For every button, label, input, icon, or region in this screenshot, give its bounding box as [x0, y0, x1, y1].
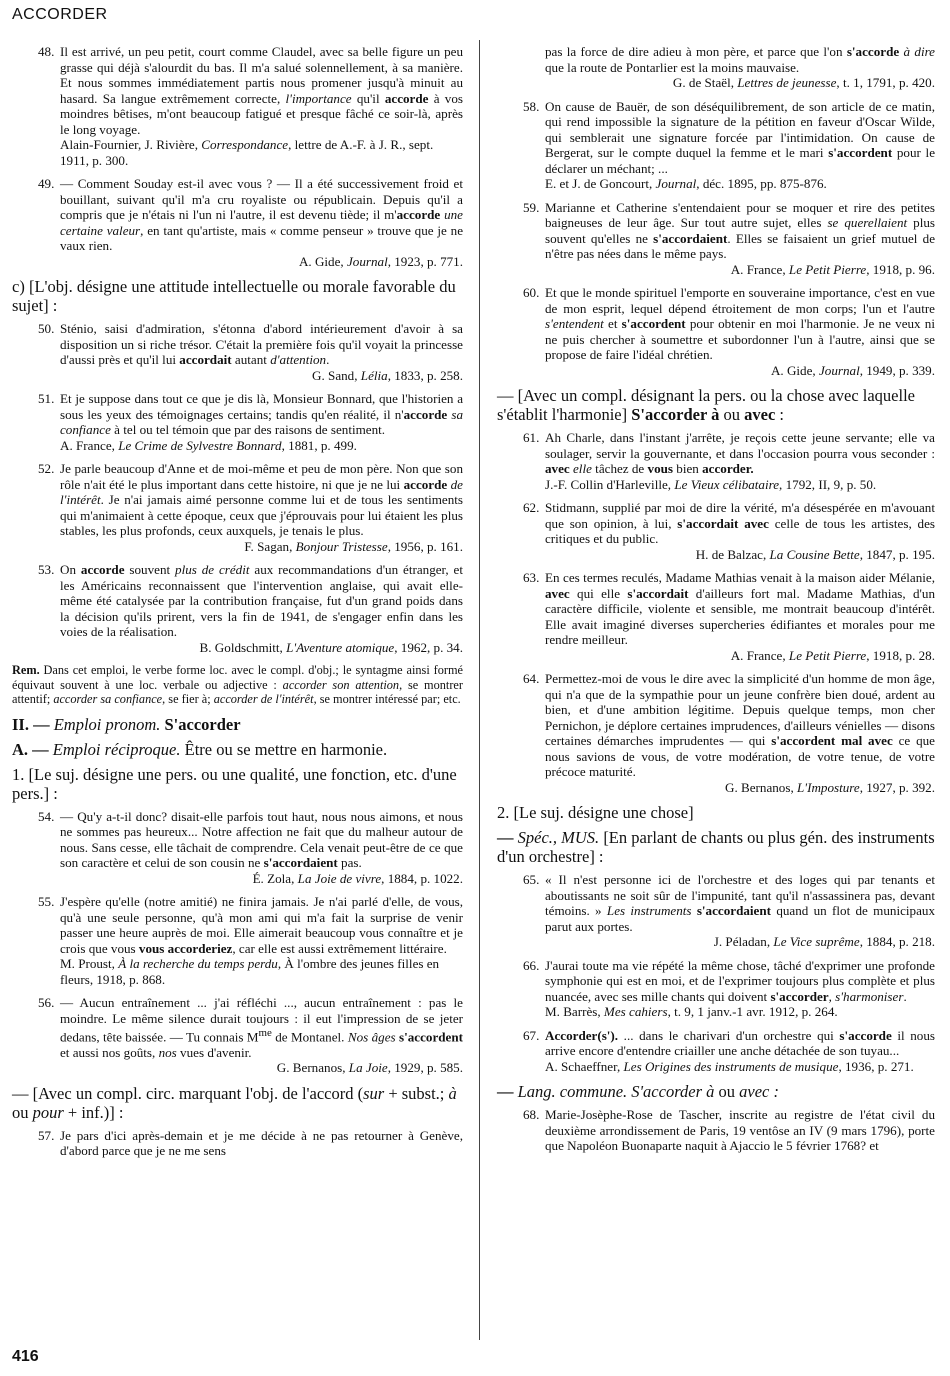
right-column	[497, 44, 935, 1162]
source-citation: G. Bernanos, L'Imposture, 1927, p. 392.	[724, 779, 935, 795]
example-67: 67. Accorder(s'). ... dans le charivari d'un orchestre qui s'accorde il nous arrive encore d'entendre criailler une anche détachée de son tuyau... A. Schaeffner, Les Origines des instruments de musique, 1936, p. 271.	[523, 1027, 935, 1074]
section-heading-spec: — Spéc., MUS. [En parlant de chants ou plus gén. des instruments d'un orchestre] :	[497, 828, 935, 866]
source-citation: Alain-Fournier, J. Rivière, Correspondance, lettre de A.-F. à J. R., sept. 1911, p. 300.	[60, 137, 434, 168]
example-57-continued: pas la force de dire adieu à mon père, et parce que l'on s'accorde à dire que la route de Pontarlier est la moins mauvaise. G. de Staël, Lettres de jeunesse, t. 1, 1791, p. 420.	[545, 44, 935, 90]
example-59: 59. Marianne et Catherine s'entendaient pour se moquer et rire des petites baigneuses de leur âge. Sur tout autre sujet, elles se querellaient plus souvent qu'elles ne s'accordaient. Elles se faisaient un grief mutuel de n'être pas nées dans le même pays. A. France, Le Petit Pierre, 1918, p. 96.	[523, 199, 936, 277]
section-heading-A: A. — Emploi réciproque. Être ou se mettre en harmonie.	[12, 739, 388, 759]
source-citation: A. France, Le Petit Pierre, 1918, p. 28.	[730, 647, 935, 663]
source-citation: A. Gide, Journal, 1923, p. 771.	[298, 253, 463, 269]
source-citation: E. et J. de Goncourt, Journal, déc. 1895, pp. 875-876.	[545, 176, 827, 191]
example-61: 61. Ah Charle, dans l'instant j'arrête, je reçois cette jeune servante; elle va soulager, servir la gouvernante, et dans l'occasion pourra vous seconder : avec elle tâchez de vous bien accorder. J.-F. Collin d'Harleville, Le Vieux célibataire, 1792, II, 9, p. 50.	[523, 430, 935, 492]
source-citation: G. Bernanos, La Joie, 1929, p. 585.	[276, 1060, 463, 1076]
example-68: 68. Marie-Josèphe-Rose de Tascher, inscrite au registre de l'état civil du deuxième arrondissement de Paris, 19 ventôse an IV (9 mars 1796), porte que Napoléon Buonaparte naquit à Ajaccio le 5 février 1768? et	[523, 1107, 935, 1153]
section-heading-2: 2. [Le suj. désigne une chose]	[497, 803, 694, 822]
example-64: 64. Permettez-moi de vous le dire avec la simplicité d'un homme de mon âge, qui n'a que de la sympathie pour un jeune confrère bien doué, ardent au bien, et d'une ambition légitime. Depuis quelque temps, mon cher Pernichon, je déplore certaines imprudences, d'ailleurs vénielles — disons certaines démarches imprudentes — qui s'accordent mal avec ce que nous savions de vous, de votre modération, de votre tenue, de votre précoce maturité. G. Bernanos, L'Imposture, 1927, p. 392.	[523, 671, 935, 795]
source-citation: J. Péladan, Le Vice suprême, 1884, p. 218.	[713, 934, 935, 949]
source-citation: A. France, Le Petit Pierre, 1918, p. 96.	[730, 261, 935, 277]
source-citation: A. France, Le Crime de Sylvestre Bonnard, 1881, p. 499.	[60, 437, 357, 453]
source-citation: G. Sand, Lélia, 1833, p. 258.	[312, 367, 463, 383]
section-heading-circ: — [Avec un compl. circ. marquant l'obj. de l'accord (sur + subst.; à ou pour + inf.)] :	[12, 1083, 457, 1122]
example-58: 58. On cause de Bauër, de son déséquilibrement, de son article de ce matin, qui rend impossible la signature de la pétition en faveur d'Oscar Wilde, qui semblerait une signature forcée par l'intimidation. On cause de Bergerat, sur le compte duquel la femme et le mari s'accordent pour le déclarer un méchant; ... E. et J. de Goncourt, Journal, déc. 1895, pp. 875-876.	[523, 98, 936, 191]
section-heading-c: c) [L'obj. désigne une attitude intellectuelle ou morale favorable du sujet] :	[12, 277, 456, 315]
example-49: 49. — Comment Souday est-il avec vous ? — Il a été successivement froid et bouillant, suivant qu'il m'a cru royaliste ou républicain. Depuis qu'il a compris que je n'étais ni l'un ni l'autre, il est devenu tiède; il m'accorde une certaine valeur, en tant qu'artiste, mais « comme penseur » trouve que je ne vaux rien. A. Gide, Journal, 1923, p. 771.	[38, 176, 464, 269]
example-54: 54. — Qu'y a-t-il donc? disait-elle parfois tout haut, nous nous aimons, et nous ne sommes pas heureux... Notre affection ne fait que du malheur autour de nous. Sans cesse, elle tâchait de comprendre. Cela venait peut-être de ce que son caractère et celui de son cousin ne s'accordaient pas. É. Zola, La Joie de vivre, 1884, p. 1022.	[38, 808, 463, 886]
source-citation: M. Barrès, Mes cahiers, t. 9, 1 janv.-1 avr. 1912, p. 264.	[545, 1004, 838, 1019]
section-heading-compl: — [Avec un compl. désignant la pers. ou la chose avec laquelle s'établit l'harmonie] S'accorder à ou avec :	[497, 386, 916, 424]
example-66: 66. J'aurai toute ma vie répété la même chose, tâché d'exprimer une profonde symphonie qui est en moi, et de l'exprimer toujours plus complète et plus nuancée, avec ses mille chants qui doivent s'accorder, s'harmoniser. M. Barrès, Mes cahiers, t. 9, 1 janv.-1 avr. 1912, p. 264.	[523, 957, 935, 1019]
example-60: 60. Et que le monde spirituel l'emporte en souveraine importance, c'est en vue de mon esprit, lequel dépend étroitement de mon corps; l'un et l'autre s'entendent et s'accordent pour obtenir en moi l'harmonie. Je ne veux ni ne puis chercher à soumettre et subordonner l'un à l'autre, ainsi que se propose de faire l'idéal chrétien. A. Gide, Journal, 1949, p. 339.	[523, 285, 935, 378]
example-52: 52. Je parle beaucoup d'Anne et de moi-même et peu de mon père. Non que son rôle n'ait été le plus important dans cette histoire, ni que je ne lui accorde de l'intérêt. Je n'ai jamais aimé personne comme lui et de tous les sentiments qui m'animaient à cette époque, ceux que j'éprouvais pour lui étaient les plus stables, les plus profonds, ceux auxquels, je tenais le plus. F. Sagan, Bonjour Tristesse, 1956, p. 161.	[38, 461, 463, 554]
section-heading-lang: — Lang. commune. S'accorder à ou avec :	[497, 1082, 779, 1101]
example-63: 63. En ces termes reculés, Madame Mathias venait à la maison aider Mélanie, avec qui elle s'accordait d'ailleurs fort mal. Madame Mathias, d'un caractère difficile, violente et sensible, me montrait beaucoup d'intérêt. Elle avait imaginé diverses supercheries édifiantes et morales pour me rendre meilleur. A. France, Le Petit Pierre, 1918, p. 28.	[523, 570, 935, 663]
page-number: 416	[12, 1348, 39, 1365]
example-57: 57. Je pars d'ici après-demain et je me décide à ne pas retourner à Genève, d'abord parce que je ne me sens	[38, 1127, 463, 1159]
source-citation: A. Gide, Journal, 1949, p. 339.	[770, 362, 935, 378]
example-62: 62. Stidmann, supplié par moi de dire la vérité, m'a désespérée en m'avouant que son opinion, à lui, s'accordait avec celle de tous les artistes, des critiques et du public. H. de Balzac, La Cousine Bette, 1847, p. 195.	[523, 500, 935, 562]
example-55: 55. J'espère qu'elle (notre amitié) ne finira jamais. Je n'ai parlé d'elle, de vous, qu'à une seule personne, qu'à mon ami qui m'a fait la surprise de venir passer une heure auprès de moi. Elle aimerait beaucoup vous connaître et je crois que vous vous accorderiez, car elle est aussi extrêmement littéraire. M. Proust, À la recherche du temps perdu, À l'ombre des jeunes filles en fleurs, 1918, p. 868.	[38, 894, 463, 987]
section-heading-II: II. — Emploi pronom. S'accorder	[12, 714, 241, 734]
example-50: 50. Sténio, saisi d'admiration, s'étonna d'abord intérieurement d'avoir à sa disposition un si riche trésor. C'était la première fois qu'il voyait la princesse d'aussi près et qu'il lui accordait autant d'attention. G. Sand, Lélia, 1833, p. 258.	[38, 321, 463, 383]
column-divider	[479, 40, 480, 1340]
left-column	[12, 44, 463, 1167]
source-citation: G. de Staël, Lettres de jeunesse, t. 1, 1791, p. 420.	[672, 75, 935, 90]
example-51: 51. Et je suppose dans tout ce que je dis là, Monsieur Bonnard, que l'historien a sous les yeux des témoignages certains; tandis qu'en réalité, il n'accorde sa confiance à tel ou tel témoin que par des raisons de sentiment. A. France, Le Crime de Sylvestre Bonnard, 1881, p. 499.	[38, 391, 463, 453]
source-citation: A. Schaeffner, Les Origines des instruments de musique, 1936, p. 271.	[545, 1058, 914, 1074]
source-citation: É. Zola, La Joie de vivre, 1884, p. 1022.	[252, 870, 463, 886]
source-citation: H. de Balzac, La Cousine Bette, 1847, p. 195.	[695, 546, 935, 562]
source-citation: F. Sagan, Bonjour Tristesse, 1956, p. 161.	[244, 538, 463, 554]
remark: Rem. Dans cet emploi, le verbe forme loc. avec le compl. d'obj.; le syntagme ainsi formé équivaut souvent à une loc. verbale ou adjective : accorder son attention, se montrer attentif; accorder sa confiance, se fier à; accorder de l'intérêt, se montrer intéressé par; etc.	[12, 663, 463, 706]
example-65: 65. « Il n'est personne ici de l'orchestre et des loges qui par tenants et aboutissants ne soit sûr de l'impunité, tant qu'il n'assassinera pas, devant témoins. » Les instruments s'accordaient quand un flot de municipaux parut aux portes. J. Péladan, Le Vice suprême, 1884, p. 218.	[523, 872, 935, 949]
section-heading-1: 1. [Le suj. désigne une pers. ou une qualité, une fonction, etc. d'une pers.] :	[12, 764, 457, 803]
example-56: 56. — Aucun entraînement ... j'ai réfléchi ..., aucun entraînement : pas le moindre. Le même silence durait toujours : il eut l'impression de se jeter dedans, tête baissée. — Tu connais $M^{me}$ de Montanel. Nos âges s'accordent et aussi nos goûts, nos vues d'avenir. G. Bernanos, La Joie, 1929, p. 585.	[38, 995, 463, 1076]
source-citation: J.-F. Collin d'Harleville, Le Vieux célibataire, 1792, II, 9, p. 50.	[545, 476, 877, 492]
running-head: ACCORDER	[12, 6, 108, 23]
source-citation: B. Goldschmitt, L'Aventure atomique, 1962, p. 34.	[199, 639, 463, 655]
example-48: 48. Il est arrivé, un peu petit, court comme Claudel, avec sa belle figure un peu grasse qui déjà s'alourdit du bas. Il m'a salué solennellement, à sa manière. Et nous sommes immédiatement partis nous promener jusqu'à minuit au hasard. Sa langue extrêmement correcte, l'importance qu'il accorde à vos moindres bêtises, m'ont beaucoup fatigué et presque fâché ce soir-là, après le long voyage. Alain-Fournier, J. Rivière, Correspondance, lettre de A.-F. à J. R., sept. 1911, p. 300.	[38, 44, 463, 168]
source-citation: M. Proust, À la recherche du temps perdu, À l'ombre des jeunes filles en fleurs, 1918, p. 868.	[60, 956, 440, 987]
example-53: 53. On accorde souvent plus de crédit aux recommandations d'un étranger, et les Américains reconnaissent que l'intervention anglaise, qui avait elle-même été catalysée par la contribution française, fut d'un grand poids dans la décision qu'ils prirent, vers la fin de 1941, de s'engager enfin dans les voies de la réalisation. B. Goldschmitt, L'Aventure atomique, 1962, p. 34.	[38, 562, 463, 655]
